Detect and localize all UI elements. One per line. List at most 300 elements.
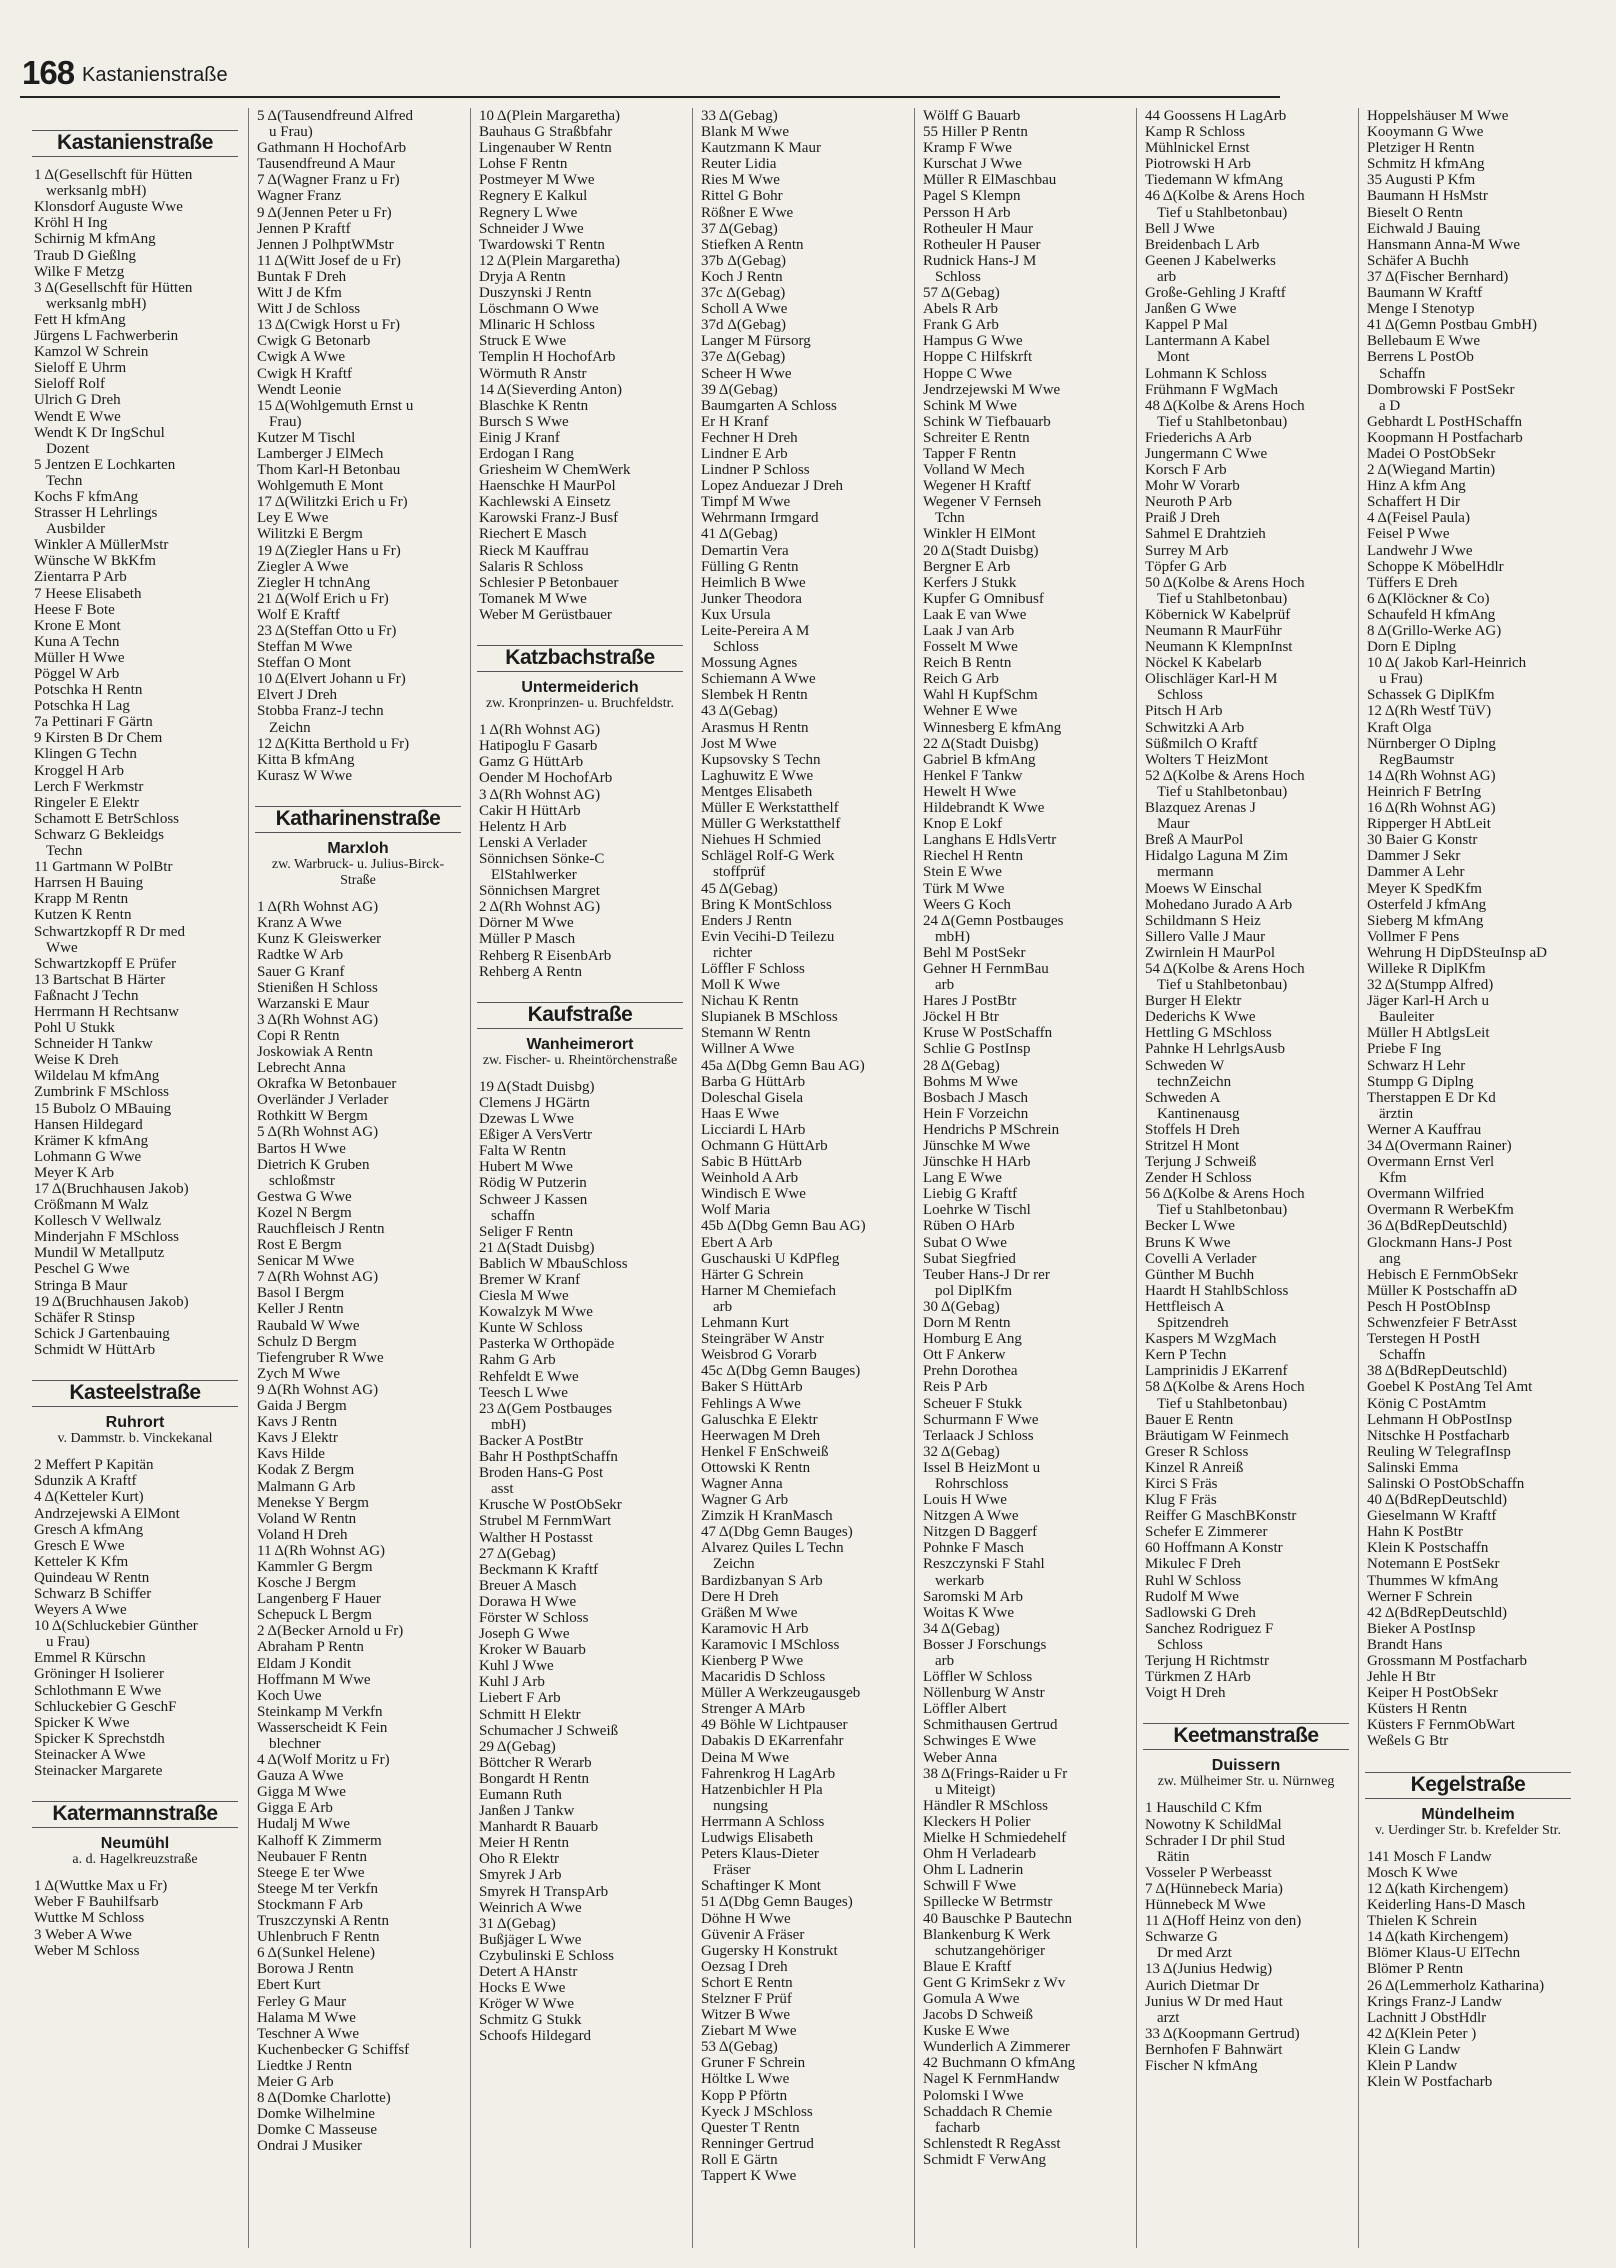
street-location-note: zw. Warbruck- u. Julius-Birck-Straße — [271, 857, 445, 889]
entry-continuation: Tief u Stahlbetonbau) — [1157, 977, 1288, 994]
directory-entry: Blank M Wwe — [701, 124, 790, 141]
directory-entry: Dörner M Wwe — [479, 915, 574, 932]
directory-entry: 40 Bauschke P Bautechn — [923, 1910, 1072, 1927]
directory-entry: Spicker K Wwe — [34, 1714, 130, 1731]
directory-entry: Moews W Einschal — [1145, 880, 1262, 897]
entry-continuation: a D — [1379, 397, 1401, 414]
directory-entry: Manhardt R Bauarb — [479, 1819, 599, 1836]
directory-entry: Oho R Elektr — [479, 1851, 559, 1868]
directory-entry: 56 Δ(Kolbe & Arens Hoch — [1145, 1186, 1305, 1203]
directory-entry: Müller R ElMaschbau — [923, 172, 1057, 189]
directory-entry: Liedtke J Rentn — [257, 2057, 352, 2074]
directory-entry: Mlinaric H Schloss — [479, 317, 595, 334]
entry-continuation: asst — [491, 1481, 514, 1498]
entry-continuation: arb — [713, 1298, 733, 1315]
directory-entry: Herrmann H Rechtsanw — [34, 1003, 179, 1020]
directory-entry: Ley E Wwe — [257, 510, 329, 527]
directory-entry: Tausendfreund A Maur — [257, 156, 396, 173]
directory-entry: 29 Δ(Gebag) — [479, 1738, 556, 1755]
directory-entry: Rehberg A Rentn — [479, 963, 583, 980]
directory-entry: Hatzenbichler H Pla — [701, 1781, 823, 1798]
directory-entry: Dederichs K Wwe — [1145, 1009, 1256, 1026]
directory-entry: Covelli A Verlader — [1145, 1250, 1257, 1267]
directory-entry: Lingenauber W Rentn — [479, 140, 612, 157]
directory-entry: Warzanski E Maur — [257, 995, 370, 1012]
directory-entry: Hansmann Anna-M Wwe — [1367, 236, 1521, 253]
directory-entry: 50 Δ(Kolbe & Arens Hoch — [1145, 574, 1305, 591]
directory-entry: Gamz G HüttArb — [479, 754, 584, 771]
directory-entry: Tiefengruber R Wwe — [257, 1349, 384, 1366]
directory-entry: Schwartzkopff E Prüfer — [34, 955, 177, 972]
directory-entry: Kavs J Rentn — [257, 1414, 337, 1431]
directory-entry: Prehn Dorothea — [923, 1363, 1018, 1380]
entry-continuation: nungsing — [713, 1797, 769, 1814]
directory-entry: Salinski O PostObSchaffn — [1367, 1475, 1525, 1492]
directory-entry: Wahl H KupfSchm — [923, 687, 1038, 704]
directory-entry: Wolf E Kraftf — [257, 606, 340, 623]
street-location-note: v. Dammstr. b. Vinckekanal — [57, 1431, 213, 1447]
entry-continuation: Zeichn — [713, 1556, 755, 1573]
directory-entry: Gräßen M Wwe — [701, 1604, 798, 1621]
directory-entry: Wagner Franz — [257, 188, 342, 205]
entry-continuation: Schloss — [1157, 1636, 1203, 1653]
directory-entry: Hansen Hildegard — [34, 1116, 143, 1133]
entry-continuation: Schloss — [935, 268, 981, 285]
directory-entry: Deina M Wwe — [701, 1749, 790, 1766]
directory-entry: Osterfeld J kfmAng — [1367, 896, 1487, 913]
directory-entry: Weber M Schloss — [34, 1942, 140, 1959]
directory-entry: Werner F Schrein — [1367, 1588, 1473, 1605]
page-header — [20, 50, 1280, 98]
directory-entry: 42 Δ(Klein Peter ) — [1367, 2025, 1477, 2042]
directory-entry: Hein F Vorzeichn — [923, 1105, 1029, 1122]
directory-entry: Andrzejewski A ElMont — [34, 1505, 180, 1522]
entry-continuation: Bauleiter — [1379, 1009, 1434, 1026]
directory-entry: Fett H kfmAng — [34, 311, 126, 328]
directory-entry: Bauhaus G Straßbfahr — [479, 124, 613, 141]
directory-entry: Kautzmann K Maur — [701, 140, 821, 157]
directory-entry: Kavs J Elektr — [257, 1430, 338, 1447]
directory-entry: Quester T Rentn — [701, 2119, 800, 2136]
directory-entry: Galuschka E Elektr — [701, 1411, 818, 1428]
directory-entry: Kitta B kfmAng — [257, 751, 355, 768]
directory-entry: Beckmann K Kraftf — [479, 1561, 599, 1578]
directory-entry: Schwill F Wwe — [923, 1878, 1017, 1895]
directory-entry: 12 Δ(Rh Westf TüV) — [1367, 703, 1492, 720]
directory-entry: 11 Δ(Witt Josef de u Fr) — [257, 252, 401, 269]
directory-entry: 15 Bubolz O MBauing — [34, 1100, 172, 1117]
directory-entry: Terjung J Schweiß — [1145, 1154, 1257, 1171]
directory-entry: 37b Δ(Gebag) — [701, 252, 787, 269]
directory-entry: Zych M Wwe — [257, 1365, 341, 1382]
directory-entry: Keiderling Hans-D Masch — [1367, 1897, 1526, 1914]
directory-entry: Woitas K Wwe — [923, 1604, 1014, 1621]
entry-continuation: Schloss — [713, 639, 759, 656]
entry-continuation: Frau) — [269, 413, 302, 430]
directory-entry: 42 Δ(BdRepDeutschld) — [1367, 1604, 1508, 1621]
directory-entry: 8 Δ(Domke Charlotte) — [257, 2090, 391, 2107]
directory-entry: Schrader I Dr phil Stud — [1145, 1832, 1285, 1849]
directory-entry: Laghuwitz E Wwe — [701, 767, 814, 784]
directory-entry: 1 Δ(Gesellschft für Hütten — [34, 167, 193, 184]
directory-entry: Kodak Z Bergm — [257, 1462, 355, 1479]
directory-entry: Borowa J Rentn — [257, 1961, 354, 1978]
directory-entry: Joskowiak A Rentn — [257, 1043, 373, 1060]
street-name: Keetmanstraße — [1143, 1723, 1349, 1750]
directory-entry: Slupianek B MSchloss — [701, 1009, 838, 1026]
street-section-header — [32, 1801, 238, 1868]
directory-entry: Sieberg M kfmAng — [1367, 912, 1484, 929]
directory-entry: Pagel S Klempn — [923, 188, 1021, 205]
district-name: Ruhrort — [105, 1414, 165, 1432]
directory-entry: Gebhardt L PostHSchaffn — [1367, 413, 1522, 430]
directory-entry: Kuna A Techn — [34, 633, 120, 650]
directory-entry: 19 Δ(Ziegler Hans u Fr) — [257, 542, 401, 559]
entry-continuation: arb — [935, 977, 955, 994]
directory-entry: Sabic B HüttArb — [701, 1154, 802, 1171]
directory-entry: Strubel M FernmWart — [479, 1513, 612, 1530]
directory-entry: Niehues H Schmied — [701, 832, 821, 849]
directory-entry: Kavs Hilde — [257, 1446, 325, 1463]
directory-entry: Küsters H Rentn — [1367, 1701, 1467, 1718]
running-head-street: Kastanienstraße — [82, 64, 228, 86]
directory-entry: Kern P Techn — [1145, 1347, 1227, 1364]
directory-entry: Lantermann A Kabel — [1145, 333, 1270, 350]
directory-entry: Postmeyer M Wwe — [479, 172, 595, 189]
directory-entry: 54 Δ(Kolbe & Arens Hoch — [1145, 960, 1305, 977]
directory-entry: Schreiter E Rentn — [923, 429, 1030, 446]
directory-entry: Kalhoff K Zimmerm — [257, 1832, 382, 1849]
directory-entry: Schirnig M kfmAng — [34, 231, 156, 248]
directory-entry: Zwirnlein H MaurPol — [1145, 944, 1275, 961]
directory-entry: 7 Δ(Wagner Franz u Fr) — [257, 172, 400, 189]
directory-entry: Griesheim W ChemWerk — [479, 462, 631, 479]
directory-entry: 2 Δ(Becker Arnold u Fr) — [257, 1623, 404, 1640]
directory-entry: Surrey M Arb — [1145, 542, 1229, 559]
directory-entry: Sauer G Kranf — [257, 963, 345, 980]
entry-continuation: Tief u Stahlbetonbau) — [1157, 204, 1288, 221]
directory-entry: Rößner E Wwe — [701, 204, 794, 221]
directory-entry: Struck E Wwe — [479, 333, 567, 350]
directory-entry: Overmann Wilfried — [1367, 1186, 1484, 1203]
directory-entry: Persson H Arb — [923, 204, 1011, 221]
directory-entry: Voigt H Dreh — [1145, 1685, 1226, 1702]
directory-entry: Schiemann A Wwe — [701, 671, 816, 688]
directory-entry: Ludwigs Elisabeth — [701, 1830, 814, 1847]
directory-entry: Bosbach J Masch — [923, 1089, 1028, 1106]
directory-entry: Meier G Arb — [257, 2073, 334, 2090]
directory-entry: Koopmann H Postfacharb — [1367, 429, 1523, 446]
directory-entry: Rotheuler H Pauser — [923, 236, 1041, 253]
directory-entry: Copi R Rentn — [257, 1027, 340, 1044]
directory-entry: 11 Gartmann W PolBtr — [34, 859, 173, 876]
directory-entry: Lenski A Verlader — [479, 834, 588, 851]
directory-entry: Terjung H Richtmstr — [1145, 1653, 1269, 1669]
directory-entry: 4 Δ(Feisel Paula) — [1367, 510, 1470, 527]
directory-entry: Jungermann C Wwe — [1145, 445, 1268, 462]
directory-entry: Schmitt H Elektr — [479, 1706, 581, 1723]
directory-entry: Schoofs Hildegard — [479, 2028, 592, 2045]
directory-entry: Klein G Landw — [1367, 2041, 1461, 2058]
directory-entry: 53 Δ(Gebag) — [701, 2039, 778, 2056]
directory-entry: 9 Δ(Jennen Peter u Fr) — [257, 204, 392, 221]
directory-entry: 12 Δ(Kitta Berthold u Fr) — [257, 735, 410, 752]
directory-entry: Lopez Anduezar J Dreh — [701, 478, 844, 495]
directory-entry: Sillero Valle J Maur — [1145, 928, 1266, 945]
directory-entry: Willeke R DiplKfm — [1367, 960, 1486, 977]
directory-entry: Schwinges E Wwe — [923, 1733, 1037, 1750]
directory-entry: Jendrzejewski M Wwe — [923, 381, 1061, 398]
directory-entry: Piotrowski H Arb — [1145, 156, 1251, 173]
directory-entry: Blömer P Rentn — [1367, 1961, 1464, 1978]
entry-continuation: Dozent — [46, 440, 90, 457]
directory-entry: Fosselt M Wwe — [923, 639, 1018, 656]
directory-entry: Hubert M Wwe — [479, 1159, 573, 1176]
directory-entry: Aurich Dietmar Dr — [1145, 1977, 1260, 1994]
directory-entry: Jost M Wwe — [701, 735, 777, 752]
directory-entry: Bell J Wwe — [1145, 220, 1215, 237]
directory-entry: 10 Δ( Jakob Karl-Heinrich — [1367, 655, 1527, 672]
directory-entry: Böttcher R Werarb — [479, 1754, 592, 1771]
directory-entry: Wehrung H DipDSteuInsp aD — [1367, 944, 1548, 961]
directory-entry: 141 Mosch F Landw — [1367, 1848, 1492, 1865]
directory-entry: Karowski Franz-J Busf — [479, 510, 619, 527]
directory-entry: Zender H Schloss — [1145, 1170, 1252, 1187]
directory-entry: Faßnacht J Techn — [34, 987, 139, 1004]
directory-column-2 — [248, 108, 467, 2248]
directory-entry: 33 Δ(Gebag) — [701, 108, 778, 124]
directory-entry: Rüben O HArb — [923, 1218, 1015, 1235]
entry-continuation: Schaffn — [1379, 1347, 1426, 1364]
directory-entry: 11 Δ(Rh Wohnst AG) — [257, 1542, 386, 1559]
directory-entry: Goebel K PostAng Tel Amt — [1367, 1379, 1533, 1396]
directory-entry: Kupfer G Omnibusf — [923, 590, 1044, 607]
directory-entry: Kutzer M Tischl — [257, 429, 356, 446]
directory-entry: 57 Δ(Gebag) — [923, 285, 1000, 302]
directory-entry: Lehmann Kurt — [701, 1315, 789, 1332]
entry-continuation: Schaffn — [1379, 365, 1426, 382]
directory-entry: Gabriel B kfmAng — [923, 751, 1036, 768]
directory-entry: Kammler G Bergm — [257, 1558, 373, 1575]
directory-entry: 47 Δ(Dbg Gemn Bauges) — [701, 1524, 853, 1541]
directory-entry: Ebert Kurt — [257, 1977, 321, 1994]
directory-entry: Schlägel Rolf-G Werk — [701, 848, 835, 865]
directory-entry: Rittel G Bohr — [701, 188, 783, 205]
directory-entry: Terstegen H PostH — [1367, 1331, 1481, 1348]
directory-entry: Kramp F Wwe — [923, 140, 1012, 157]
entry-continuation: Ausbilder — [46, 521, 106, 538]
directory-entry: Volland W Mech — [923, 462, 1025, 479]
directory-entry: Schneider H Tankw — [34, 1036, 153, 1053]
directory-entry: Junius W Dr med Haut — [1145, 1993, 1283, 2010]
directory-entry: Oender M HochofArb — [479, 770, 613, 787]
directory-entry: Schwarz H Lehr — [1367, 1057, 1466, 1074]
directory-entry: Dzewas L Wwe — [479, 1111, 574, 1128]
directory-entry: 23 Δ(Gem Postbauges — [479, 1400, 612, 1417]
directory-entry: Schaufeld H kfmAng — [1367, 606, 1496, 623]
directory-entry: Blömer Klaus-U ElTechn — [1367, 1945, 1521, 1962]
directory-entry: Knop E Lokf — [923, 816, 1003, 833]
directory-entry: Nitschke H Postfacharb — [1367, 1427, 1510, 1444]
directory-entry: Schoppe K MöbelHdlr — [1367, 558, 1504, 575]
directory-entry: Broden Hans-G Post — [479, 1465, 604, 1482]
directory-entry: 3 Δ(Gesellschft für Hütten — [34, 279, 193, 296]
directory-entry: Schefer E Zimmerer — [1145, 1524, 1268, 1541]
directory-entry: Ohm H Verladearb — [923, 1846, 1037, 1863]
entry-continuation: pol DiplKfm — [935, 1282, 1013, 1299]
directory-entry: Bieselt O Rentn — [1367, 204, 1463, 221]
directory-entry: 21 Δ(Wolf Erich u Fr) — [257, 590, 389, 607]
directory-entry: Klug F Fräs — [1145, 1492, 1217, 1509]
directory-entry: Frühmann F WgMach — [1145, 381, 1279, 398]
directory-entry: 37c Δ(Gebag) — [701, 285, 786, 302]
directory-entry: 27 Δ(Gebag) — [479, 1545, 556, 1562]
directory-entry: 45 Δ(Gebag) — [701, 880, 778, 897]
directory-entry: Bernhofen F Bahnwärt — [1145, 2041, 1283, 2058]
directory-entry: Bräutigam W Feinmech — [1145, 1427, 1289, 1444]
directory-entry: Höltke L Wwe — [701, 2071, 790, 2088]
directory-entry: Eumann Ruth — [479, 1787, 562, 1803]
directory-entry: Steege M ter Verkfn — [257, 1880, 378, 1897]
entry-continuation: Kantinenausg — [1157, 1105, 1240, 1122]
directory-entry: Regnery E Kalkul — [479, 188, 588, 205]
directory-entry: 16 Δ(Rh Wohnst AG) — [1367, 800, 1496, 817]
directory-entry: Schmitz G Stukk — [479, 2012, 582, 2029]
directory-entry: Willner A Wwe — [701, 1041, 795, 1058]
directory-entry: Koch J Rentn — [701, 268, 783, 285]
directory-entry: Baumgarten A Schloss — [701, 397, 837, 414]
directory-entry: Kollesch V Wellwalz — [34, 1213, 162, 1230]
directory-entry: Riechel H Rentn — [923, 848, 1023, 865]
street-section-header — [255, 806, 461, 889]
directory-entry: Kosche J Bergm — [257, 1575, 356, 1592]
directory-entry: Weinrich A Wwe — [479, 1899, 582, 1916]
directory-entry: 37 Δ(Fischer Bernhard) — [1367, 268, 1509, 285]
directory-entry: Harner M Chemiefach — [701, 1282, 836, 1299]
directory-entry: Jürgens L Fachwerberin — [34, 328, 179, 345]
directory-entry: Schluckebier G GeschF — [34, 1698, 177, 1715]
directory-entry: Schweer J Kassen — [479, 1191, 588, 1208]
directory-entry: Kurschat J Wwe — [923, 156, 1022, 173]
directory-entry: Schepuck L Bergm — [257, 1607, 372, 1624]
directory-entry: Lohse F Rentn — [479, 156, 568, 173]
directory-entry: Riechert E Masch — [479, 526, 587, 543]
directory-entry: 32 Δ(Stumpp Alfred) — [1367, 977, 1494, 994]
directory-column-6 — [1136, 108, 1355, 2248]
directory-entry: Kopp P Pförtn — [701, 2087, 788, 2104]
directory-entry: Detert A HAnstr — [479, 1964, 578, 1981]
directory-entry: Kozel N Bergm — [257, 1204, 352, 1221]
directory-entry: Sahmel E Drahtzieh — [1145, 526, 1266, 543]
directory-entry: Lamprinidis J EKarrenf — [1145, 1363, 1288, 1380]
directory-entry: Smyrek J Arb — [479, 1867, 562, 1884]
directory-entry: Wölff G Bauarb — [923, 108, 1021, 124]
directory-entry: Smyrek H TranspArb — [479, 1883, 609, 1900]
directory-entry: Senicar M Wwe — [257, 1253, 355, 1270]
directory-entry: Müller K Postschaffn aD — [1367, 1282, 1518, 1299]
directory-entry: Kruse W PostSchaffn — [923, 1025, 1053, 1042]
directory-entry: Wörmuth R Anstr — [479, 365, 587, 382]
directory-entry: Lohmann K Schloss — [1145, 365, 1267, 382]
directory-entry: Löffler Albert — [923, 1701, 1007, 1718]
directory-entry: Stoffels H Dreh — [1145, 1121, 1240, 1138]
directory-entry: Timpf M Wwe — [701, 494, 791, 511]
directory-entry: Templin H HochofArb — [479, 349, 616, 366]
street-name: Katermannstraße — [32, 1801, 238, 1828]
directory-entry: Türkmen Z HArb — [1145, 1669, 1251, 1686]
directory-entry: Menekse Y Bergm — [257, 1494, 369, 1511]
directory-entry: Schwarz B Schiffer — [34, 1585, 152, 1602]
directory-entry: Löffler W Schloss — [923, 1669, 1033, 1686]
directory-entry: Lindner E Arb — [701, 445, 788, 462]
directory-entry: Licciardi L HArb — [701, 1121, 806, 1138]
directory-entry: Dorn E Diplng — [1367, 639, 1457, 656]
directory-entry: 33 Δ(Koopmann Gertrud) — [1145, 2025, 1300, 2042]
directory-entry: Wilitzki E Bergm — [257, 526, 363, 543]
directory-entry: Klonsdorf Auguste Wwe — [34, 199, 183, 216]
directory-entry: Ohm L Ladnerin — [923, 1862, 1024, 1879]
directory-entry: Er H Kranf — [701, 413, 769, 430]
directory-entry: 48 Δ(Kolbe & Arens Hoch — [1145, 397, 1305, 414]
directory-entry: Schwarz G Bekleidgs — [34, 826, 164, 843]
directory-entry: Brandt Hans — [1367, 1636, 1443, 1653]
directory-entry: 1 Δ(Wuttke Max u Fr) — [34, 1878, 168, 1895]
directory-entry: 2 Δ(Wiegand Martin) — [1367, 462, 1496, 479]
directory-entry: Fahrenkrog H LagArb — [701, 1765, 836, 1782]
directory-entry: Berrens L PostOb — [1367, 349, 1474, 366]
directory-entry: Lindner P Schloss — [701, 462, 810, 479]
entry-continuation: ElStahlwerker — [491, 867, 577, 884]
entry-continuation: Techn — [46, 843, 83, 860]
directory-entry: Stemann W Rentn — [701, 1025, 811, 1042]
directory-entry: 7 Heese Elisabeth — [34, 585, 142, 602]
directory-entry: 35 Augusti P Kfm — [1367, 172, 1476, 189]
directory-entry: Praiß J Dreh — [1145, 510, 1220, 527]
directory-entry: Kleckers H Polier — [923, 1813, 1031, 1830]
directory-entry: Landwehr J Wwe — [1367, 542, 1473, 559]
directory-entry: Stelzner F Prüf — [701, 1990, 792, 2007]
directory-entry: Raubald W Wwe — [257, 1317, 360, 1334]
directory-entry: Rehberg R EisenbArb — [479, 947, 612, 964]
directory-entry: 13 Bartschat B Härter — [34, 971, 166, 988]
directory-entry: 5 Δ(Rh Wohnst AG) — [257, 1124, 379, 1141]
directory-entry: Bring K MontSchloss — [701, 896, 832, 913]
directory-entry: Thom Karl-H Betonbau — [257, 462, 401, 479]
directory-entry: Dorn M Rentn — [923, 1315, 1011, 1332]
directory-entry: Polomski I Wwe — [923, 2087, 1024, 2104]
directory-entry: Windisch E Wwe — [701, 1186, 806, 1203]
directory-entry: Kochs F kfmAng — [34, 488, 139, 505]
directory-entry: Hoppe C Wwe — [923, 365, 1012, 382]
entry-continuation: Tief u Stahlbetonbau) — [1157, 1202, 1288, 1219]
directory-entry: Werner A Kauffrau — [1367, 1121, 1482, 1138]
directory-entry: Enders J Rentn — [701, 912, 792, 929]
directory-entry: Ferley G Maur — [257, 1993, 347, 2010]
directory-entry: Wehner E Wwe — [923, 703, 1018, 720]
directory-entry: Teesch L Wwe — [479, 1384, 568, 1401]
directory-entry: Ripperger H AbtLeit — [1367, 816, 1491, 833]
directory-entry: Falta W Rentn — [479, 1143, 566, 1160]
directory-entry: Cwigk H Kraftf — [257, 365, 352, 382]
street-section-header — [32, 130, 238, 157]
street-location-note: a. d. Hagelkreuzstraße — [72, 1852, 198, 1868]
directory-entry: Steingräber W Anstr — [701, 1331, 824, 1348]
directory-entry: Nichau K Rentn — [701, 993, 799, 1010]
directory-entry: Wendt K Dr IngSchul — [34, 424, 165, 441]
directory-entry: Rahm G Arb — [479, 1352, 556, 1369]
directory-entry: Steinacker Margarete — [34, 1763, 163, 1779]
directory-entry: 22 Δ(Stadt Duisbg) — [923, 735, 1039, 752]
